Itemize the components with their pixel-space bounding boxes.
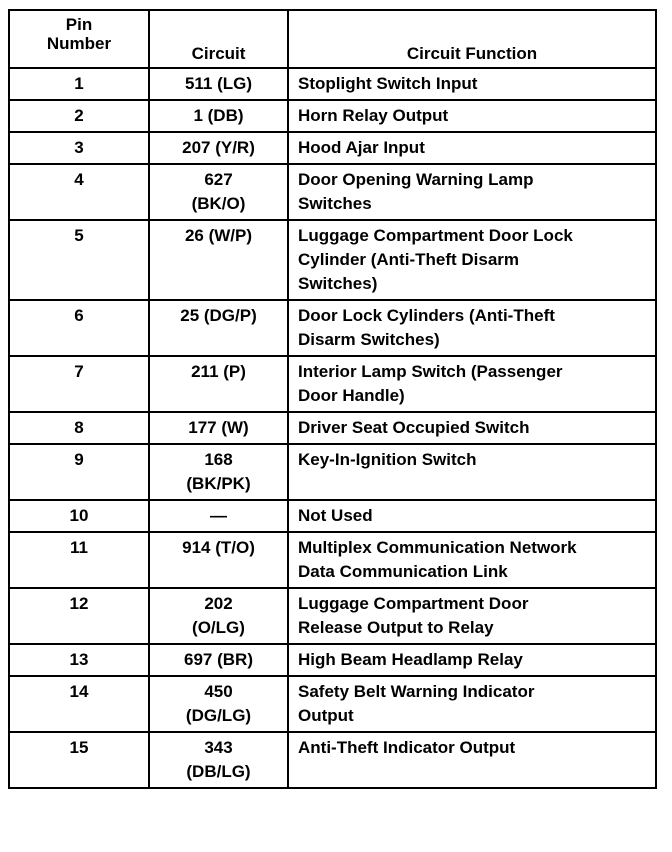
circuit-line: 207 (Y/R) — [182, 138, 255, 157]
circuit-function-cell — [288, 300, 656, 356]
function-line: Door Opening Warning Lamp — [298, 170, 534, 189]
table-row — [9, 164, 656, 220]
function-line: Multiplex Communication Network — [298, 538, 577, 557]
circuit-line: — — [210, 506, 227, 525]
pin-number-cell: 3 — [9, 132, 149, 164]
circuit-line: 202 — [204, 594, 233, 613]
circuit-function-cell — [288, 532, 656, 588]
pin-number-cell: 14 — [9, 676, 149, 732]
circuit-cell — [149, 732, 288, 788]
circuit-line: 1 (DB) — [193, 106, 244, 125]
table-row — [9, 676, 656, 732]
circuit-line: (BK/PK) — [186, 474, 251, 493]
header-circuit: Circuit — [149, 10, 288, 68]
circuit-line: 25 (DG/P) — [180, 306, 257, 325]
pin-number-cell: 15 — [9, 732, 149, 788]
pin-number-cell: 10 — [9, 500, 149, 532]
pin-number-cell: 5 — [9, 220, 149, 300]
circuit-line: 343 — [204, 738, 233, 757]
header-circuit-function: Circuit Function — [288, 10, 656, 68]
function-line: Door Lock Cylinders (Anti-Theft — [298, 306, 555, 325]
circuit-line: (BK/O) — [191, 194, 246, 213]
function-line: Luggage Compartment Door — [298, 594, 529, 613]
header-pin-number — [9, 10, 149, 68]
table-row — [9, 68, 656, 100]
function-line: Switches) — [298, 274, 378, 293]
function-line: Output — [298, 706, 354, 725]
circuit-function-cell — [288, 444, 656, 500]
circuit-function-cell — [288, 220, 656, 300]
circuit-cell — [149, 644, 288, 676]
circuit-function-cell — [288, 676, 656, 732]
table-row — [9, 732, 656, 788]
circuit-line: 627 — [204, 170, 233, 189]
pin-number-cell: 6 — [9, 300, 149, 356]
circuit-line: 211 (P) — [191, 362, 246, 381]
circuit-function-cell — [288, 588, 656, 644]
circuit-line: 168 — [204, 450, 233, 469]
circuit-line: 177 (W) — [188, 418, 249, 437]
circuit-cell — [149, 532, 288, 588]
circuit-function-cell — [288, 356, 656, 412]
circuit-function-cell — [288, 500, 656, 532]
header-pin-line1: Pin — [65, 15, 93, 34]
function-line: Switches — [298, 194, 372, 213]
table-body — [9, 68, 656, 788]
circuit-cell — [149, 500, 288, 532]
circuit-cell — [149, 676, 288, 732]
table-row — [9, 412, 656, 444]
pin-number-cell: 1 — [9, 68, 149, 100]
table-row — [9, 532, 656, 588]
circuit-function-cell — [288, 644, 656, 676]
table-row — [9, 500, 656, 532]
function-line: Luggage Compartment Door Lock — [298, 226, 573, 245]
pin-number-cell: 12 — [9, 588, 149, 644]
circuit-cell — [149, 356, 288, 412]
header-row — [9, 10, 656, 68]
circuit-line: (DG/LG) — [185, 706, 252, 725]
function-line: High Beam Headlamp Relay — [298, 650, 523, 669]
circuit-function-cell — [288, 68, 656, 100]
pin-number-cell: 11 — [9, 532, 149, 588]
circuit-line: 697 (BR) — [184, 650, 253, 669]
circuit-function-cell — [288, 132, 656, 164]
function-line: Door Handle) — [298, 386, 405, 405]
function-line: Safety Belt Warning Indicator — [298, 682, 535, 701]
circuit-function-cell — [288, 164, 656, 220]
function-line: Hood Ajar Input — [298, 138, 425, 157]
table-header — [9, 10, 656, 68]
function-line: Release Output to Relay — [298, 618, 494, 637]
pin-number-cell: 9 — [9, 444, 149, 500]
function-line: Driver Seat Occupied Switch — [298, 418, 530, 437]
pin-number-cell: 7 — [9, 356, 149, 412]
function-line: Horn Relay Output — [298, 106, 449, 125]
pin-number-cell: 13 — [9, 644, 149, 676]
circuit-cell — [149, 588, 288, 644]
circuit-line: 511 (LG) — [184, 74, 253, 93]
function-line: Anti-Theft Indicator Output — [298, 738, 516, 757]
function-line: Disarm Switches) — [298, 330, 440, 349]
table-row — [9, 588, 656, 644]
circuit-cell — [149, 300, 288, 356]
function-line: Data Communication Link — [298, 562, 508, 581]
function-line: Not Used — [298, 506, 373, 525]
circuit-function-cell — [288, 732, 656, 788]
pin-number-cell: 2 — [9, 100, 149, 132]
circuit-cell — [149, 444, 288, 500]
table-row — [9, 356, 656, 412]
circuit-cell — [149, 412, 288, 444]
function-line: Key-In-Ignition Switch — [298, 450, 477, 469]
table-row — [9, 300, 656, 356]
function-line: Interior Lamp Switch (Passenger — [298, 362, 563, 381]
circuit-cell — [149, 100, 288, 132]
pin-assignment-table — [8, 9, 657, 789]
circuit-line: (DB/LG) — [186, 762, 251, 781]
circuit-function-cell — [288, 100, 656, 132]
header-pin-line2: Number — [46, 34, 112, 53]
circuit-cell — [149, 132, 288, 164]
table-row — [9, 220, 656, 300]
table-row — [9, 644, 656, 676]
circuit-function-cell — [288, 412, 656, 444]
pin-number-cell: 4 — [9, 164, 149, 220]
table-row — [9, 444, 656, 500]
table-row — [9, 100, 656, 132]
function-line: Stoplight Switch Input — [298, 74, 478, 93]
circuit-cell — [149, 220, 288, 300]
circuit-cell — [149, 68, 288, 100]
circuit-line: 914 (T/O) — [182, 538, 255, 557]
table-row — [9, 132, 656, 164]
circuit-line: (O/LG) — [192, 618, 245, 637]
circuit-cell — [149, 164, 288, 220]
pin-number-cell: 8 — [9, 412, 149, 444]
circuit-line: 450 — [204, 682, 233, 701]
function-line: Cylinder (Anti-Theft Disarm — [298, 250, 520, 269]
circuit-line: 26 (W/P) — [184, 226, 253, 245]
